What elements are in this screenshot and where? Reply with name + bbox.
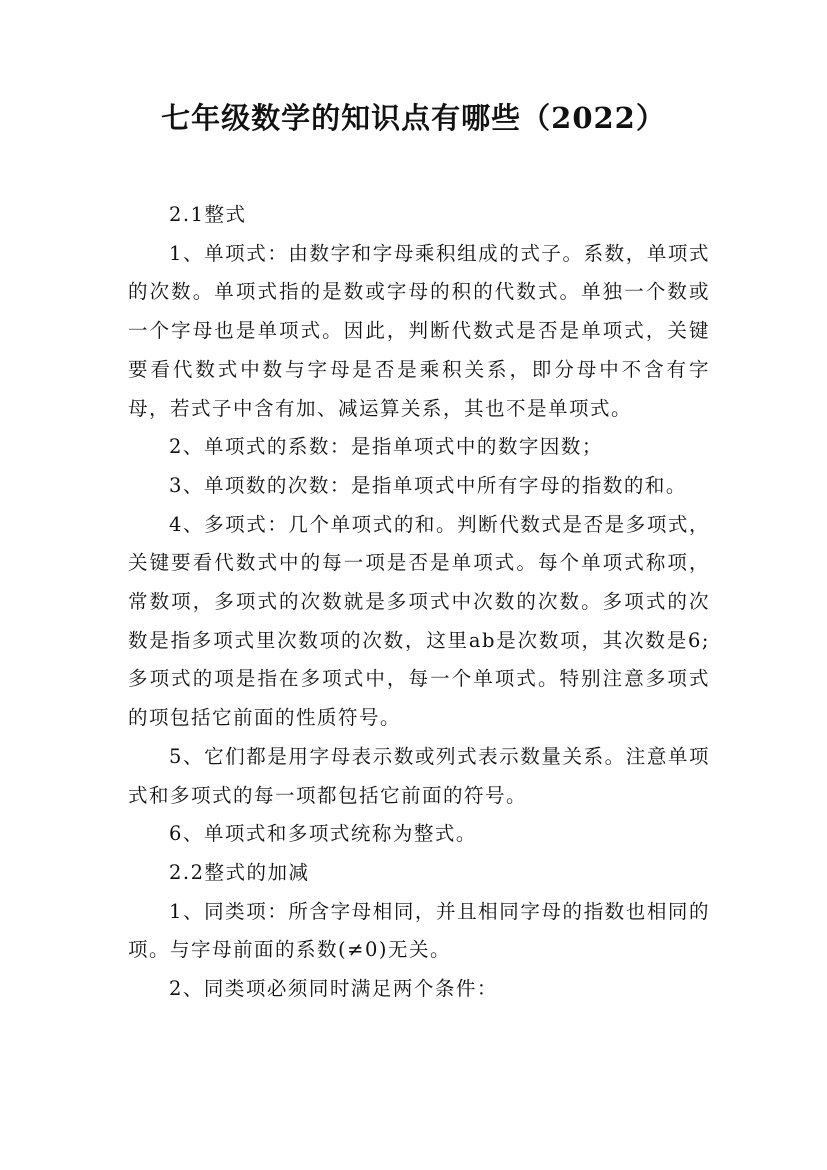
paragraph: 1、同类项：所含字母相同，并且相同字母的指数也相同的项。与字母前面的系数(≠0)无关。 — [128, 899, 710, 962]
paragraph: 1、单项式：由数字和字母乘积组成的式子。系数，单项式的次数。单项式指的是数或字母的积的代数式。单独一个数或一个字母也是单项式。因此，判断代数式是否是单项式，关键要看代数式中数与字母是否是乘积关系，即分母中不含有字母，若式子中含有加、减运算关系，其也不是单项式。 — [128, 241, 710, 420]
section-heading: 2.2整式的加减 — [169, 860, 310, 884]
section-heading: 2.1整式 — [169, 203, 247, 226]
paragraph: 6、单项式和多项式统称为整式。 — [169, 822, 477, 846]
paragraph: 5、它们都是用字母表示数或列式表示数量关系。注意单项式和多项式的每一项都包括它前面的符号。 — [128, 744, 710, 807]
document-title: 七年级数学的知识点有哪些（2022） — [161, 101, 666, 135]
paragraph: 2、单项式的系数：是指单项式中的数字因数； — [169, 435, 603, 459]
paragraph: 2、同类项必须同时满足两个条件： — [169, 977, 498, 1001]
document-body — [128, 196, 710, 1009]
paragraph: 3、单项数的次数：是指单项式中所有字母的指数的和。 — [169, 473, 687, 497]
paragraph: 4、多项式：几个单项式的和。判断代数式是否是多项式，关键要看代数式中的每一项是否是单项式。每个单项式称项，常数项，多项式的次数就是多项式中次数的次数。多项式的次数是指多项式里次数项的次数，这里ab是次数项，其次数是6;多项式的项是指在多项式中，每一个单项式。特别注意多项式的项包括它前面的性质符号。 — [128, 512, 710, 730]
